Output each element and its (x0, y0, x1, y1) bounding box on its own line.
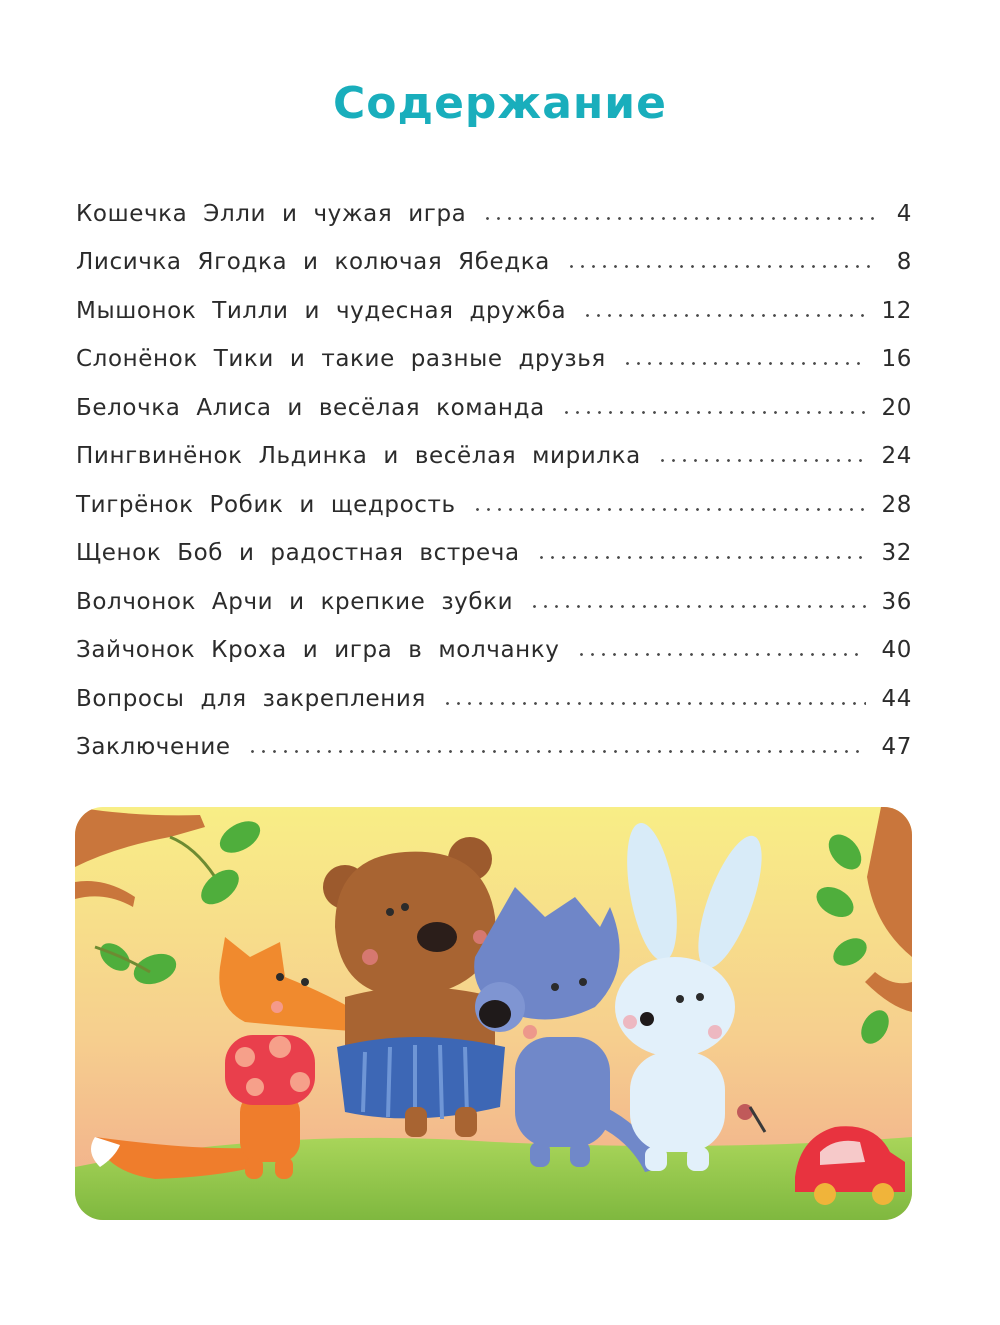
dot-leader (566, 265, 878, 268)
toc-entry[interactable] (76, 518, 912, 567)
toc-entry[interactable] (76, 712, 912, 761)
toc-entry[interactable] (76, 663, 912, 712)
toc-entry[interactable] (76, 324, 912, 373)
friends-illustration (75, 807, 912, 1220)
page-title: Содержание (333, 78, 667, 129)
dot-leader (247, 750, 866, 753)
toc-entry-title: Тигрёнок Робик и щедрость (76, 491, 456, 518)
dot-leader (657, 459, 866, 462)
dot-leader (622, 362, 866, 365)
toc-entry-page: 12 (881, 297, 912, 324)
dot-leader (536, 556, 866, 559)
toc-entry[interactable] (76, 421, 912, 470)
dot-leader (482, 217, 878, 220)
toc-entry-page: 32 (881, 540, 912, 566)
toc-entry-page: 40 (881, 637, 912, 663)
toc-entry-title: Слонёнок Тики и такие разные друзья (76, 346, 606, 372)
toc-entry-page: 36 (881, 588, 912, 615)
toc-entry-title: Волчонок Арчи и крепкие зубки (76, 588, 514, 615)
dot-leader (582, 314, 865, 317)
toc-entry[interactable] (76, 469, 912, 518)
toc-entry-title: Вопросы для закрепления (76, 685, 426, 712)
dot-leader (529, 605, 865, 608)
dot-leader (576, 653, 866, 656)
dot-leader (472, 508, 866, 511)
toc-entry-page: 20 (881, 394, 912, 421)
toc-entry-page: 4 (896, 200, 912, 227)
toc-entry-title: Пингвинёнок Льдинка и весёлая мирилка (76, 443, 641, 469)
toc-entry-page: 44 (881, 685, 912, 712)
toc-entry[interactable] (76, 178, 912, 227)
toc-entry-title: Зайчонок Кроха и игра в молчанку (76, 637, 560, 663)
toc-entry-title: Заключение (76, 734, 231, 760)
dot-leader (561, 411, 866, 414)
toc-entry[interactable] (76, 227, 912, 276)
toc-entry-page: 24 (881, 443, 912, 469)
toc-entry-page: 8 (896, 249, 912, 275)
toc-entry[interactable] (76, 566, 912, 615)
table-of-contents (76, 178, 912, 760)
dot-leader (442, 702, 866, 705)
toc-entry-title: Кошечка Элли и чужая игра (76, 200, 467, 227)
toc-entry[interactable] (76, 275, 912, 324)
toc-entry-title: Щенок Боб и радостная встреча (76, 540, 520, 566)
toc-entry[interactable] (76, 615, 912, 664)
toc-entry[interactable] (76, 372, 912, 421)
toc-entry-page: 16 (881, 346, 912, 372)
toc-entry-page: 47 (881, 734, 912, 760)
toc-entry-title: Мышонок Тилли и чудесная дружба (76, 297, 567, 324)
toc-entry-title: Белочка Алиса и весёлая команда (76, 394, 545, 421)
toc-entry-page: 28 (881, 491, 912, 518)
toc-entry-title: Лисичка Ягодка и колючая Ябедка (76, 249, 550, 275)
